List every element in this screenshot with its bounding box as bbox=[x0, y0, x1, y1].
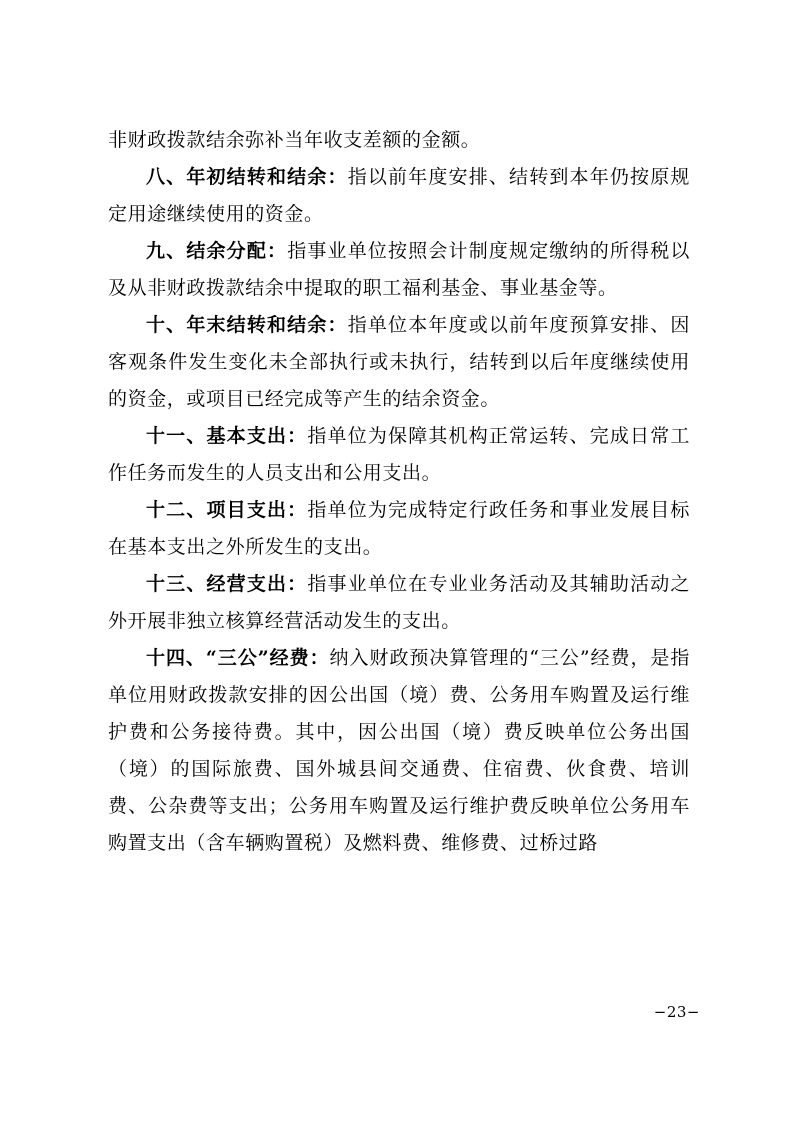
term-definition: 指单位为完成特定行政任务和事业发展目标在基本支出之外所发生的支出。 bbox=[108, 499, 690, 558]
term-heading: 十三、经营支出： bbox=[146, 573, 308, 595]
term-heading: 九、结余分配： bbox=[146, 240, 288, 262]
term-definition: 指以前年度安排、结转到本年仍按原规定用途继续使用的资金。 bbox=[108, 166, 690, 225]
term-heading: 十二、项目支出： bbox=[146, 499, 308, 521]
paragraph-year-start-carryover bbox=[108, 159, 690, 233]
term-definition: 纳入财政预决算管理的“三公”经费，是指单位用财政拨款安排的因公出国（境）费、公务用车购置及运行维护费和公务接待费。其中，因公出国（境）费反映单位公务出国（境）的国际旅费、国外城县间交通费、住宿费、伙食费、培训费、公杂费等支出；公务用车购置及运行维护费反映单位公务用车购置支出（含车辆购置税）及燃料费、维修费、过桥过路 bbox=[108, 647, 691, 854]
term-definition: 指单位为保障其机构正常运转、完成日常工作任务而发生的人员支出和公用支出。 bbox=[108, 425, 690, 484]
paragraph-year-end-carryover bbox=[108, 307, 690, 418]
term-heading: 八、年初结转和结余： bbox=[146, 166, 348, 188]
term-definition: 指单位本年度或以前年度预算安排、因客观条件发生变化未全部执行或未执行，结转到以后年度继续使用的资金，或项目已经完成等产生的结余资金。 bbox=[108, 314, 690, 410]
paragraph-surplus-distribution bbox=[108, 233, 690, 307]
document-body bbox=[108, 122, 690, 862]
page-number: −23− bbox=[653, 1003, 700, 1021]
continuation-paragraph: 非财政拨款结余弥补当年收支差额的金额。 bbox=[108, 129, 481, 151]
term-definition: 指事业单位在专业业务活动及其辅助活动之外开展非独立核算经营活动发生的支出。 bbox=[108, 573, 690, 632]
paragraph-operating-expenditure bbox=[108, 566, 690, 640]
term-definition: 指事业单位按照会计制度规定缴纳的所得税以及从非财政拨款结余中提取的职工福利基金、事业基金等。 bbox=[108, 240, 690, 299]
paragraph-basic-expenditure bbox=[108, 418, 690, 492]
paragraph-three-public-expenses bbox=[108, 640, 690, 862]
paragraph-project-expenditure bbox=[108, 492, 690, 566]
term-heading: 十四、“三公”经费： bbox=[146, 647, 330, 669]
term-heading: 十一、基本支出： bbox=[146, 425, 308, 447]
term-heading: 十、年末结转和结余： bbox=[146, 314, 348, 336]
